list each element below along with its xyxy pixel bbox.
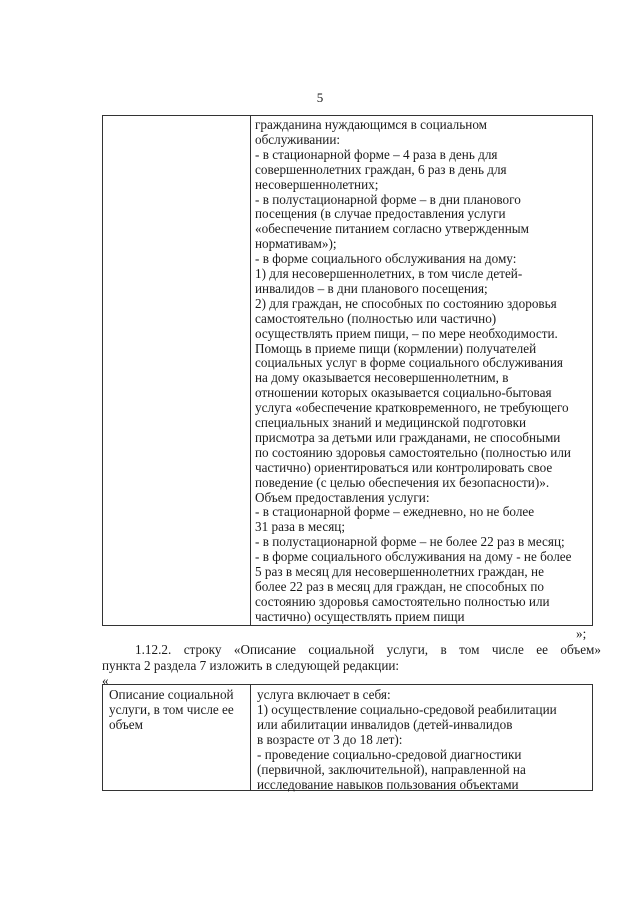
- table1-text-line: - в стационарной форме – 4 раза в день для: [255, 146, 498, 162]
- table2-text-line: 1) осуществление социально-средовой реабилитации: [257, 702, 557, 717]
- table1-text-line: социальных услуг в форме социального обслуживания: [255, 355, 563, 371]
- table1-text-line: инвалидов – в дни планового посещения;: [255, 280, 488, 296]
- table2-left-text-line: объем: [109, 717, 143, 732]
- table2-text-line: в возрасте от 3 до 18 лет):: [257, 732, 403, 747]
- table1-text-line: обслуживании:: [255, 131, 341, 147]
- table2-text-line: услуга включает в себя:: [257, 687, 391, 702]
- table1-text-line: отношении которых оказывается социально-бытовая: [255, 385, 552, 401]
- table1-text-line: осуществлять прием пищи, – по мере необходимости.: [255, 325, 558, 341]
- table1-text-line: специальных знаний и медицинской подготовки: [255, 415, 527, 430]
- table1-text-line: 2) для граждан, не способных по состоянию здоровья: [255, 295, 557, 311]
- table1-text-line: самостоятельно (полностью или частично): [255, 310, 497, 326]
- page-number: 5: [316, 90, 324, 105]
- table1-text-line: - в полустационарной форме – не более 22 раз в месяц;: [255, 534, 565, 550]
- amendment-paragraph-line1: 1.12.2. строку «Описание социальной услуги, в том числе ее объем»: [135, 642, 601, 657]
- table1-text-line: «обеспечение питанием согласно утвержденным: [255, 221, 529, 237]
- table1-text-line: 31 раза в месяц;: [255, 519, 345, 535]
- table1-text-line: Объем предоставления услуги:: [255, 489, 430, 505]
- table2-text-line: или абилитации инвалидов (детей-инвалидов: [257, 717, 513, 732]
- table1-text-line: более 22 раз в месяц для граждан, не способных по: [255, 578, 544, 594]
- table1-text-line: по состоянию здоровья самостоятельно (полностью или: [255, 444, 571, 460]
- table1-text-line: поведение (с целью обеспечения их безопасности)».: [255, 474, 550, 490]
- table1-text-line: частично) осуществлять прием пищи: [255, 608, 465, 624]
- table1-text-line: услуга «обеспечение кратковременного, не требующего: [255, 400, 569, 416]
- table2-left-text-line: услуги, в том числе ее: [109, 702, 234, 717]
- table1-text-line: присмотра за детьми или гражданами, не способными: [255, 429, 561, 445]
- service-table-continuation: [102, 115, 593, 626]
- table1-text-line: 1) для несовершеннолетних, в том числе детей-: [255, 266, 523, 281]
- table1-text-line: - в форме социального обслуживания на дому - не более: [255, 549, 572, 565]
- table2-left-text-line: Описание социальной: [109, 687, 234, 702]
- table1-text-line: - в полустационарной форме – в дни планового: [255, 191, 521, 207]
- table2-left-cell: [103, 685, 251, 790]
- amendment-paragraph-line2: пункта 2 раздела 7 изложить в следующей редакции:: [102, 658, 400, 673]
- table2-text-line: (первичной, заключительной), направленной на: [257, 762, 526, 777]
- table1-text-line: нормативам»);: [255, 236, 337, 252]
- table1-text-line: посещения (в случае предоставления услуги: [255, 206, 506, 222]
- table1-text-line: - в стационарной форме – ежедневно, но не более: [255, 504, 535, 520]
- table1-text-line: Помощь в приеме пищи (кормлении) получателей: [255, 340, 537, 356]
- table1-text-line: частично) ориентироваться или контролировать свое: [255, 459, 553, 475]
- closing-quote: »;: [576, 626, 587, 641]
- opening-quote: «: [102, 673, 109, 688]
- table1-text-line: на дому оказывается несовершеннолетним, в: [255, 370, 509, 386]
- table2-text-line: исследование навыков пользования объектами: [257, 777, 519, 792]
- table1-left-cell: [103, 116, 251, 625]
- table2-text-line: - проведение социально-средовой диагностики: [257, 747, 522, 762]
- service-description-table: [102, 684, 593, 791]
- table1-text-line: - в форме социального обслуживания на дому:: [255, 251, 517, 267]
- table1-text-line: состоянию здоровья самостоятельно полностью или: [255, 593, 550, 609]
- table1-text-line: несовершеннолетних;: [255, 176, 379, 192]
- table1-text-line: совершеннолетних граждан, 6 раз в день для: [255, 161, 507, 177]
- table1-text-line: гражданина нуждающимся в социальном: [255, 117, 488, 132]
- table1-text-line: 5 раз в месяц для несовершеннолетних граждан, не: [255, 564, 544, 579]
